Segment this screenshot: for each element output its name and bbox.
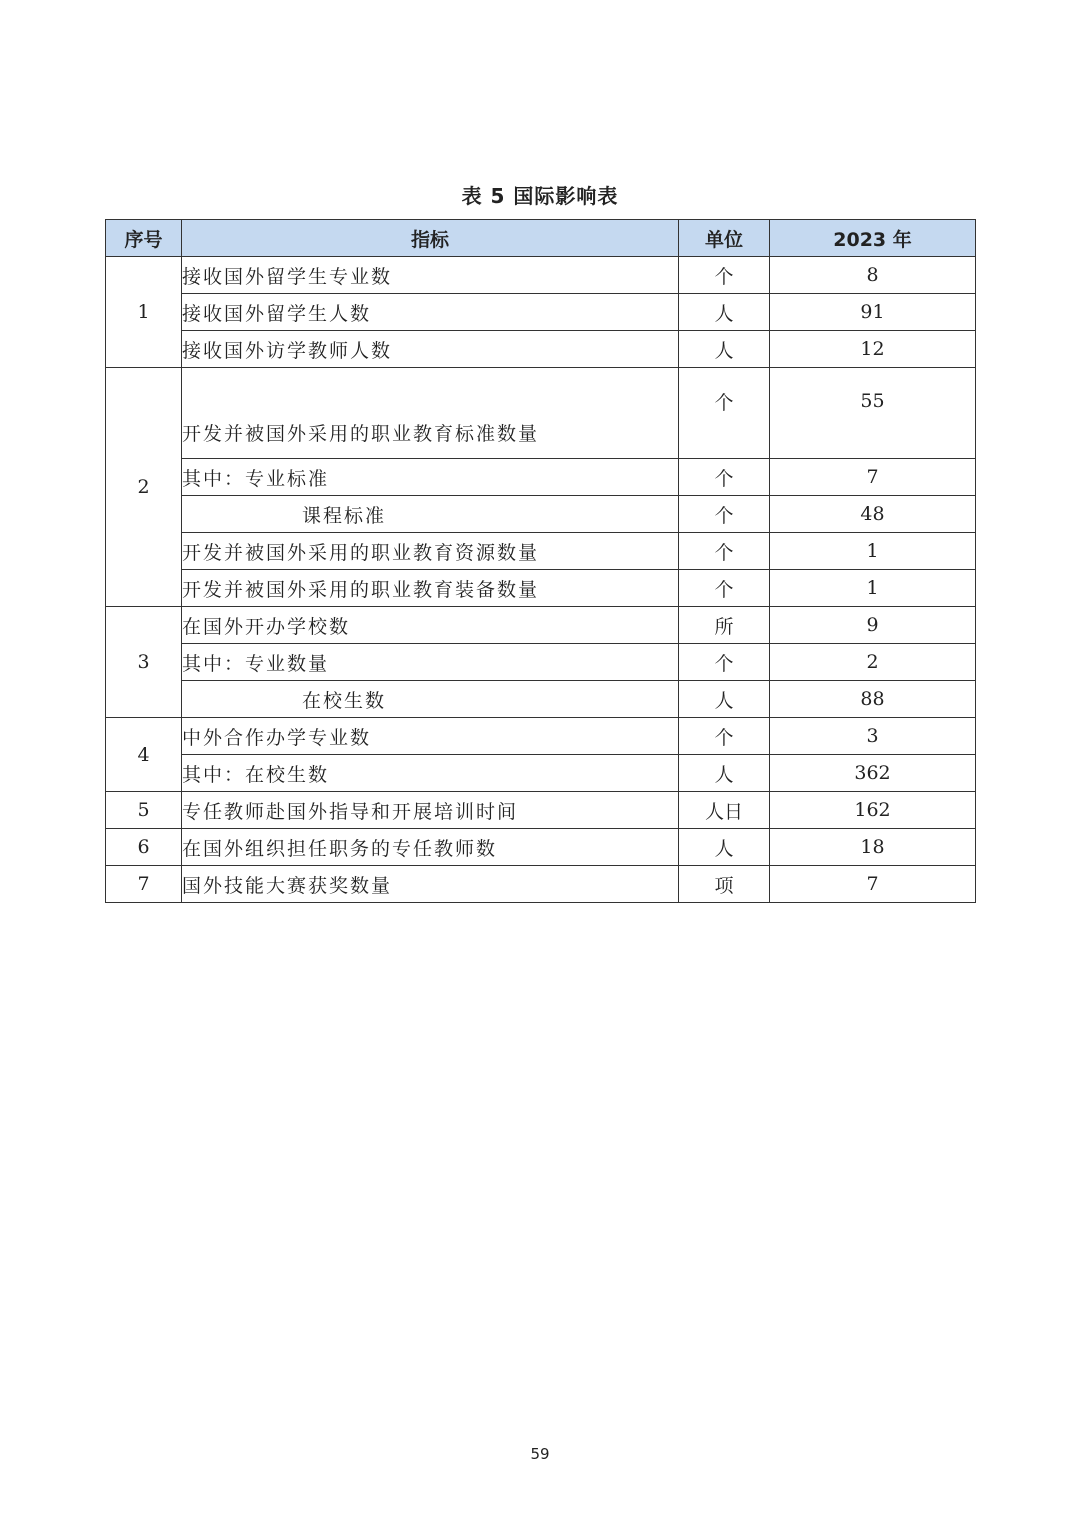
seq-cell: 7 <box>106 866 182 903</box>
unit-cell: 个 <box>679 368 770 459</box>
table-row <box>106 459 976 496</box>
table-header-row <box>106 220 976 257</box>
value-cell: 162 <box>770 792 976 829</box>
table-row <box>106 533 976 570</box>
indicator-cell: 专任教师赴国外指导和开展培训时间 <box>182 792 679 829</box>
value-cell: 362 <box>770 755 976 792</box>
table-caption: 表 5 国际影响表 <box>461 184 619 208</box>
header-indicator: 指标 <box>182 220 679 257</box>
unit-cell: 项 <box>679 866 770 903</box>
seq-cell: 6 <box>106 829 182 866</box>
table-row <box>106 257 976 294</box>
unit-cell: 个 <box>679 533 770 570</box>
unit-cell: 人 <box>679 331 770 368</box>
value-cell: 3 <box>770 718 976 755</box>
unit-cell: 人 <box>679 829 770 866</box>
page-number: 59 <box>530 1445 550 1463</box>
table-row <box>106 792 976 829</box>
indicator-cell: 开发并被国外采用的职业教育资源数量 <box>182 533 679 570</box>
value-cell: 88 <box>770 681 976 718</box>
unit-cell: 个 <box>679 718 770 755</box>
seq-cell: 2 <box>106 368 182 607</box>
indicator-cell: 接收国外留学生专业数 <box>182 257 679 294</box>
table-row <box>106 496 976 533</box>
table-row <box>106 368 976 459</box>
table-row <box>106 644 976 681</box>
table-row <box>106 681 976 718</box>
indicator-cell: 国外技能大赛获奖数量 <box>182 866 679 903</box>
table-row <box>106 607 976 644</box>
indicator-cell: 其中：在校生数 <box>182 755 679 792</box>
seq-cell: 1 <box>106 257 182 368</box>
indicator-cell: 在校生数 <box>182 681 679 718</box>
unit-cell: 所 <box>679 607 770 644</box>
unit-cell: 个 <box>679 570 770 607</box>
value-cell: 8 <box>770 257 976 294</box>
international-influence-table <box>105 219 976 903</box>
value-cell: 1 <box>770 533 976 570</box>
value-cell: 2 <box>770 644 976 681</box>
table-row <box>106 718 976 755</box>
table-row <box>106 570 976 607</box>
unit-cell: 个 <box>679 496 770 533</box>
unit-cell: 人 <box>679 681 770 718</box>
indicator-cell: 在国外组织担任职务的专任教师数 <box>182 829 679 866</box>
unit-cell: 人 <box>679 294 770 331</box>
unit-cell: 个 <box>679 257 770 294</box>
indicator-cell: 在国外开办学校数 <box>182 607 679 644</box>
unit-cell: 个 <box>679 644 770 681</box>
value-cell: 9 <box>770 607 976 644</box>
value-cell: 55 <box>770 368 976 459</box>
value-cell: 1 <box>770 570 976 607</box>
table-row <box>106 829 976 866</box>
indicator-cell: 中外合作办学专业数 <box>182 718 679 755</box>
table-row <box>106 331 976 368</box>
value-cell: 7 <box>770 459 976 496</box>
indicator-cell: 接收国外留学生人数 <box>182 294 679 331</box>
indicator-cell: 接收国外访学教师人数 <box>182 331 679 368</box>
table-row <box>106 755 976 792</box>
indicator-cell: 开发并被国外采用的职业教育标准数量 <box>182 368 679 459</box>
indicator-cell: 其中：专业标准 <box>182 459 679 496</box>
unit-cell: 人 <box>679 755 770 792</box>
value-cell: 91 <box>770 294 976 331</box>
indicator-cell: 开发并被国外采用的职业教育装备数量 <box>182 570 679 607</box>
seq-cell: 5 <box>106 792 182 829</box>
value-cell: 12 <box>770 331 976 368</box>
header-unit: 单位 <box>679 220 770 257</box>
header-year: 2023 年 <box>770 220 976 257</box>
unit-cell: 个 <box>679 459 770 496</box>
header-seq: 序号 <box>106 220 182 257</box>
value-cell: 18 <box>770 829 976 866</box>
value-cell: 48 <box>770 496 976 533</box>
seq-cell: 3 <box>106 607 182 718</box>
indicator-cell: 其中：专业数量 <box>182 644 679 681</box>
value-cell: 7 <box>770 866 976 903</box>
unit-cell: 人日 <box>679 792 770 829</box>
table-row <box>106 866 976 903</box>
seq-cell: 4 <box>106 718 182 792</box>
indicator-cell: 课程标准 <box>182 496 679 533</box>
table-row <box>106 294 976 331</box>
